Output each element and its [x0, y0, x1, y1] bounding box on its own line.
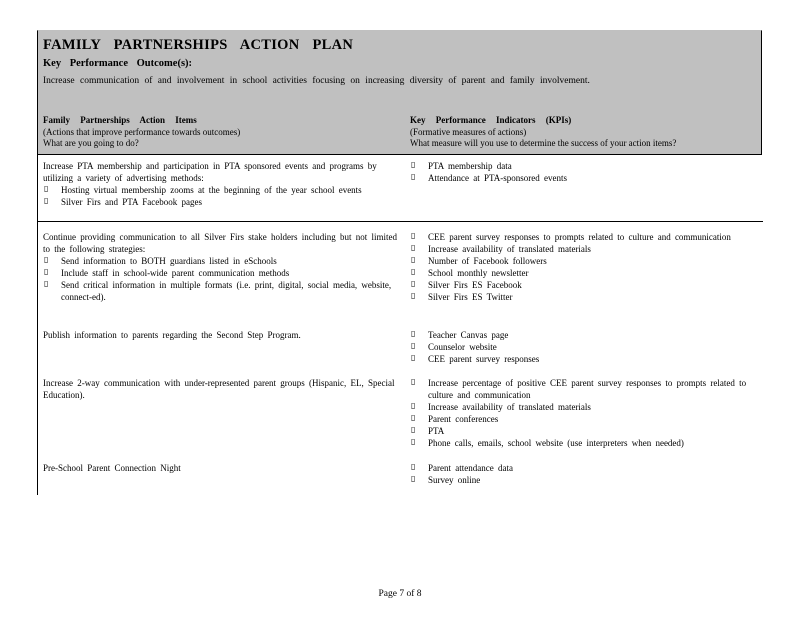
kpi-bullet: ▯ Parent conferences [410, 413, 760, 425]
action-text: Increase PTA membership and participation in PTA sponsored events and programs by utilizing a variety of advertising methods: [43, 161, 377, 183]
kpi-list [410, 160, 760, 184]
header-panel [37, 30, 762, 154]
kpi-bullet: ▯ PTA [410, 425, 760, 437]
action-text: Increase 2-way communication with under-represented parent groups (Hispanic, EL, Special Education). [43, 378, 395, 400]
row-divider [38, 221, 763, 222]
action-plan-page [37, 30, 762, 495]
outcome-text: Increase communication of and involvement in school activities focusing on increasing diversity of parent and family involvement. [43, 76, 590, 86]
page-title: FAMILY PARTNERSHIPS ACTION PLAN [43, 37, 354, 53]
action-text: Continue providing communication to all Silver Firs stake holders including but not limited to the following strategies: [43, 232, 397, 254]
kpi-bullet: ▯ Silver Firs ES Facebook [410, 279, 760, 291]
left-column-question: What are you going to do? [43, 138, 139, 148]
action-bullet: ▯ Silver Firs and PTA Facebook pages [43, 196, 398, 208]
kpi-bullet: ▯ Attendance at PTA-sponsored events [410, 172, 760, 184]
right-column-subtitle: (Formative measures of actions) [410, 126, 527, 137]
plan-table [37, 154, 762, 495]
action-bullet: ▯ Include staff in school-wide parent communication methods [43, 267, 398, 279]
kpi-bullet: ▯ Increase percentage of positive CEE parent survey responses to prompts related to culture and communication [410, 377, 760, 401]
kpi-bullet: ▯ PTA membership data [410, 160, 760, 172]
kpi-bullet: ▯ School monthly newsletter [410, 267, 760, 279]
action-item [43, 231, 398, 303]
action-bullet: ▯ Send critical information in multiple formats (i.e. print, digital, social media, website, connect-ed). [43, 279, 398, 303]
kpi-list [410, 329, 760, 365]
kpi-list [410, 231, 760, 303]
left-column-header [43, 115, 240, 150]
kpi-list [410, 462, 760, 486]
kpi-bullet: ▯ Increase availability of translated materials [410, 243, 760, 255]
kpi-bullet: ▯ Survey online [410, 474, 760, 486]
action-bullet: ▯ Hosting virtual membership zooms at the beginning of the year school events [43, 184, 398, 196]
kpi-bullet: ▯ CEE parent survey responses [410, 353, 760, 365]
action-item [43, 160, 398, 208]
outcome-heading: Key Performance Outcome(s): [43, 58, 193, 69]
action-item [43, 329, 398, 341]
page-number: Page 7 of 8 [378, 589, 422, 599]
kpi-bullet: ▯ Phone calls, emails, school website (use interpreters when needed) [410, 437, 760, 449]
left-column-title: Family Partnerships Action Items [43, 115, 197, 125]
right-column-question: What measure will you use to determine the success of your action items? [410, 138, 677, 148]
kpi-list [410, 377, 760, 449]
kpi-bullet: ▯ Parent attendance data [410, 462, 760, 474]
kpi-bullet: ▯ Increase availability of translated materials [410, 401, 760, 413]
kpi-bullet: ▯ Counselor website [410, 341, 760, 353]
action-item [43, 462, 398, 474]
kpi-bullet: ▯ Teacher Canvas page [410, 329, 760, 341]
action-bullet: ▯ Send information to BOTH guardians listed in eSchools [43, 255, 398, 267]
kpi-bullet: ▯ CEE parent survey responses to prompts related to culture and communication [410, 231, 760, 243]
left-column-subtitle: (Actions that improve performance towards outcomes) [43, 126, 241, 137]
action-text: Pre-School Parent Connection Night [43, 463, 181, 473]
kpi-bullet: ▯ Silver Firs ES Twitter [410, 291, 760, 303]
action-item [43, 377, 398, 401]
right-column-header [410, 115, 676, 150]
kpi-bullet: ▯ Number of Facebook followers [410, 255, 760, 267]
action-text: Publish information to parents regarding the Second Step Program. [43, 330, 301, 340]
right-column-title: Key Performance Indicators (KPIs) [410, 115, 572, 125]
